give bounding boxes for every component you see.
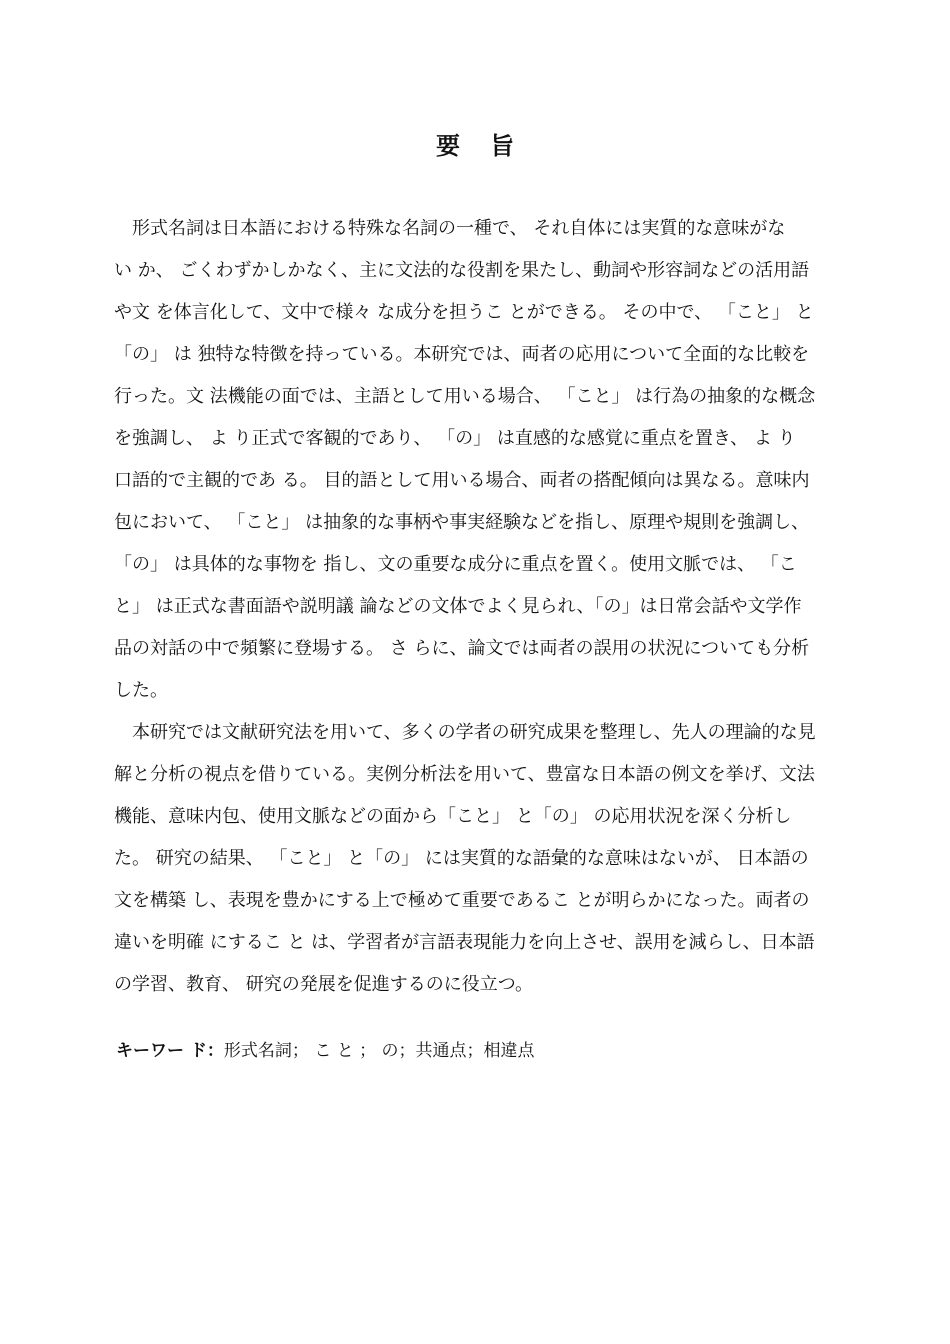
text-line: した。	[114, 680, 168, 701]
text-line: 「の」 は具体的な事物を 指し、文の重要な成分に重点を置く。使用文脈では、 「こ	[114, 554, 797, 575]
text-line: の学習、教育、 研究の発展を促進するのに役立つ。	[114, 974, 533, 995]
text-line: を強調し、 よ り正式で客観的であり、 「の」 は直感的な感覚に重点を置き、 よ り	[114, 428, 796, 449]
text-line: 違いを明確 にするこ と は、学習者が言語表現能力を向上させ、誤用を減らし、日本語	[114, 932, 815, 953]
text-line: い か、 ごくわずかしかなく、主に文法的な役割を果たし、動詞や形容詞などの活用語	[114, 260, 810, 281]
keywords-text: 形式名詞； こ と ； の；共通点；相違点	[223, 1041, 535, 1061]
text-line: 本研究では文献研究法を用いて、多くの学者の研究成果を整理し、先人の理論的な見	[114, 722, 816, 743]
text-line: と」 は正式な書面語や説明議 論などの文体でよく見られ、「の」は日常会話や文学作	[114, 596, 802, 617]
text-line: 包において、 「こと」 は抽象的な事柄や事実経験などを指し、原理や規則を強調し、	[114, 512, 810, 533]
text-line: 解と分析の視点を借りている。実例分析法を用いて、豊富な日本語の例文を挙げ、文法	[114, 764, 815, 785]
text-line: 機能、意味内包、使用文脈などの面から「こと」 と「の」 の応用状況を深く分析し	[114, 806, 792, 827]
text-line: 行った。文 法機能の面では、主語として用いる場合、 「こと」 は行為の抽象的な概念	[114, 386, 816, 407]
text-line: や文 を体言化して、文中で様々 な成分を担うこ とができる。 その中で、 「こと」 と	[114, 302, 814, 323]
keywords-line	[116, 1036, 535, 1066]
text-line: 品の対話の中で頻繁に登場する。 さ らに、論文では両者の誤用の状況についても分析	[114, 638, 810, 659]
title-char-1: 要	[436, 132, 460, 160]
abstract-body	[114, 208, 866, 1006]
keywords-label: キーワー ド：	[116, 1041, 224, 1061]
text-line: 「の」 は 独特な特徴を持っている。本研究では、両者の応用について全面的な比較を	[114, 344, 810, 365]
text-line: た。 研究の結果、 「こと」 と「の」 には実質的な語彙的な意味はないが、 日本語の	[114, 848, 809, 869]
text-line: 文を構築 し、表現を豊かにする上で極めて重要であるこ とが明らかになった。両者の	[114, 890, 810, 911]
text-line: 口語的で主観的であ る。 目的語として用いる場合、両者の搭配傾向は異なる。意味内	[114, 470, 810, 491]
text-line: 形式名詞は日本語における特殊な名詞の一種で、 それ自体には実質的な意味がな	[114, 218, 786, 239]
page-title	[0, 126, 950, 161]
title-char-2: 旨	[490, 132, 514, 160]
